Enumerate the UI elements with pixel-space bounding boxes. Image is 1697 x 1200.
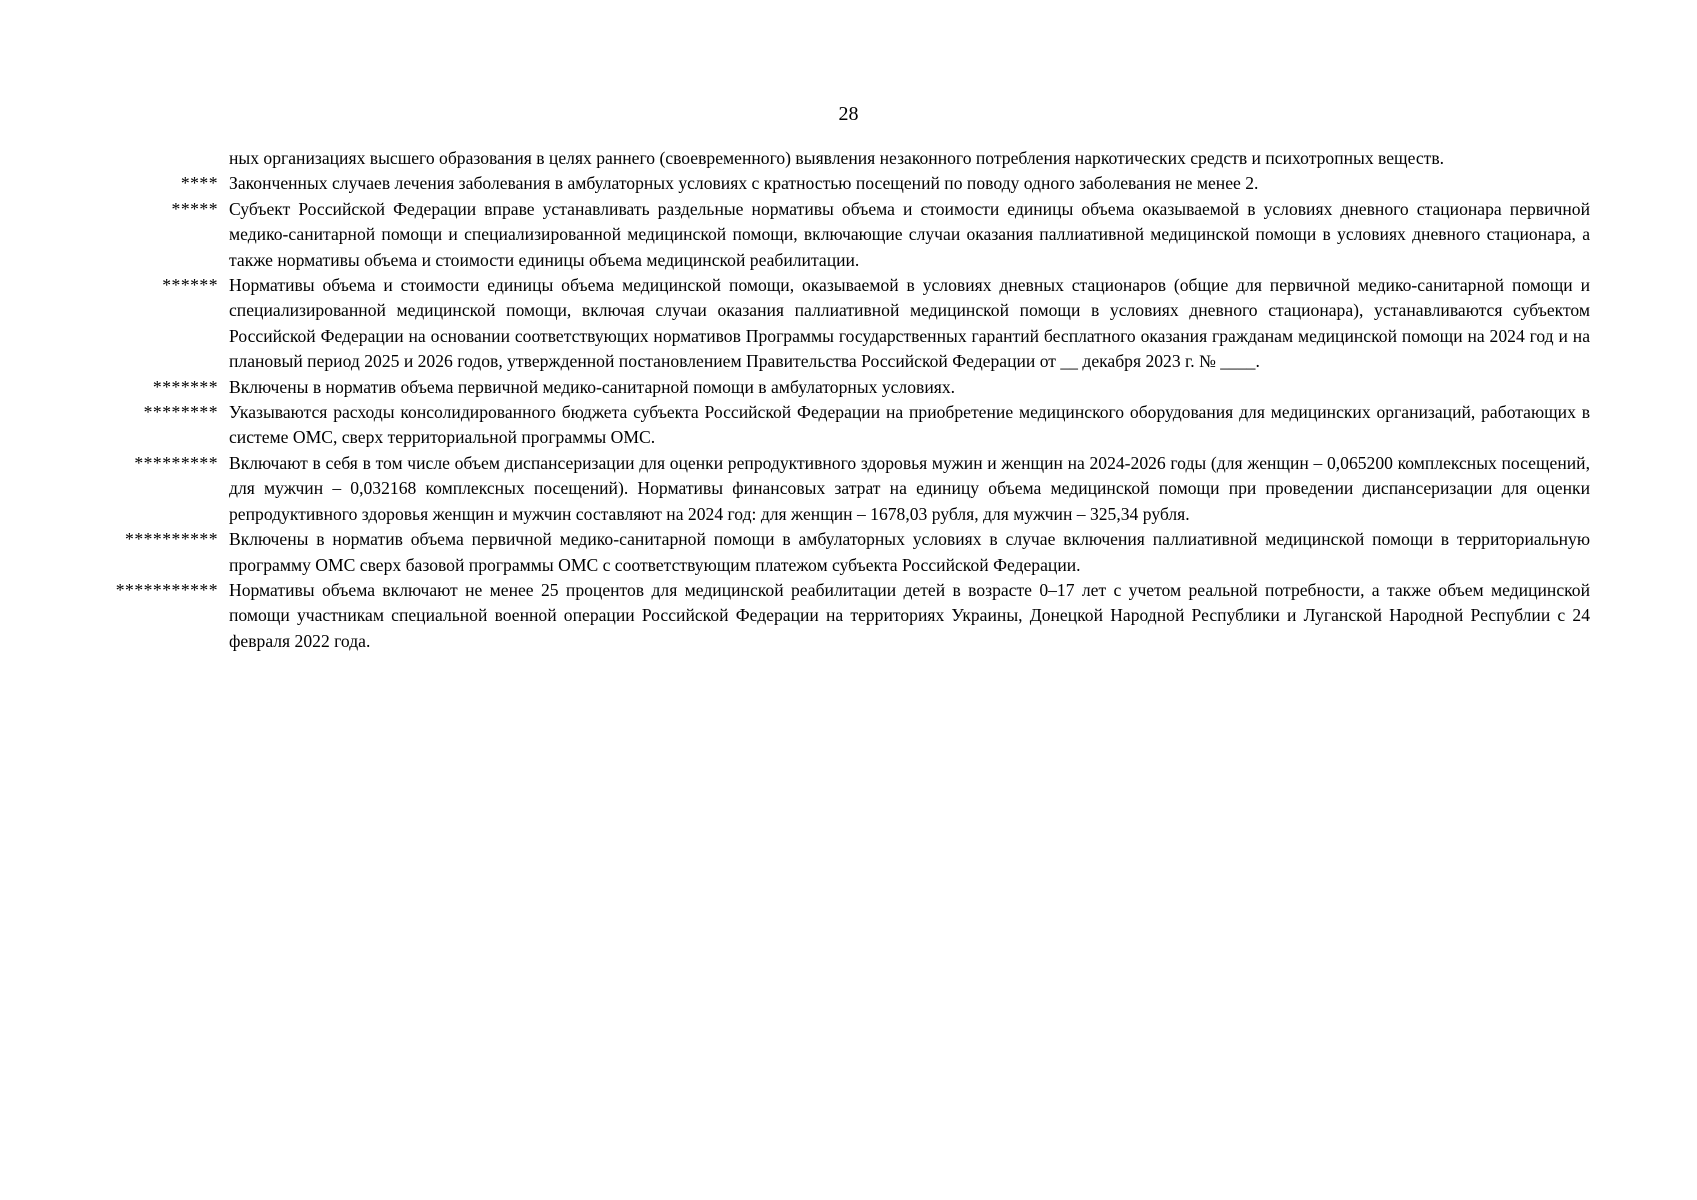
footnote-11 (90, 578, 1590, 654)
footnotes-list (90, 146, 1590, 654)
footnote-marker: ******* (152, 376, 218, 397)
footnote-4 (90, 171, 1590, 196)
footnote-continuation (90, 146, 1590, 171)
footnote-marker: ********* (134, 452, 218, 473)
footnote-text: Включены в норматив объема первичной медико-санитарной помощи в амбулаторных условиях в случае включения паллиативной медицинской помощи в территориальную программу ОМС сверх базовой программы ОМС с соответствующим платежом субъекта Российской Федерации. (229, 529, 1590, 575)
footnote-5 (90, 197, 1590, 273)
page-number: 28 (838, 103, 859, 125)
footnote-marker: ******** (143, 402, 218, 423)
footnote-8 (90, 400, 1590, 451)
footnote-marker: ****** (162, 275, 218, 296)
footnote-text: Субъект Российской Федерации вправе устанавливать раздельные нормативы объема и стоимости единицы объема оказываемой в условиях дневного стационара первичной медико-санитарной помощи и специализированной медицинской помощи, включающие случаи оказания паллиативной медицинской помощи в условиях дневного стационара, а также нормативы объема и стоимости единицы объема медицинской реабилитации. (229, 198, 1590, 270)
footnote-text: Нормативы объема включают не менее 25 процентов для медицинской реабилитации детей в возрасте 0–17 лет с учетом реальной потребности, а также объем медицинской помощи участникам специальной военной операции Российской Федерации на территориях Украины, Донецкой Народной Республики и Луганской Народной Республии с 24 февраля 2022 года. (229, 579, 1590, 651)
footnote-marker: *********** (115, 579, 218, 600)
footnote-marker: **** (180, 173, 218, 194)
footnote-10 (90, 527, 1590, 578)
footnote-7 (90, 375, 1590, 400)
footnote-text: Указываются расходы консолидированного бюджета субъекта Российской Федерации на приобретение медицинского оборудования для медицинских организаций, работающих в системе ОМС, сверх территориальной программы ОМС. (229, 402, 1590, 448)
footnote-text: Нормативы объема и стоимости единицы объема медицинской помощи, оказываемой в условиях дневных стационаров (общие для первичной медико-санитарной помощи и специализированной медицинской помощи, включая случаи оказания паллиативной медицинской помощи в условиях дневного стационара), устанавливаются субъектом Российской Федерации на основании соответствующих нормативов Программы государственных гарантий бесплатного оказания гражданам медицинской помощи на 2024 год и на плановый период 2025 и 2026 годов, утвержденной постановлением Правительства Российской Федерации от __ декабря 2023 г. № ____. (229, 275, 1590, 372)
footnote-text: ных организациях высшего образования в целях раннего (своевременного) выявления незаконного потребления наркотических средств и психотропных веществ. (229, 148, 1445, 168)
footnote-text: Законченных случаев лечения заболевания в амбулаторных условиях с кратностью посещений по поводу одного заболевания не менее 2. (229, 173, 1259, 194)
footnote-text: Включают в себя в том числе объем диспансеризации для оценки репродуктивного здоровья мужин и женщин на 2024-2026 годы (для женщин – 0,065200 комплексных посещений, для мужчин – 0,032168 комплексных посещений). Нормативы финансовых затрат на единицу объема медицинской помощи при проведении диспансеризации для оценки репродуктивного здоровья женщин и мужчин составляют на 2024 год: для женщин – 1678,03 рубля, для мужчин – 325,34 рубля. (229, 452, 1590, 524)
footnote-marker: ***** (171, 198, 218, 219)
footnote-text: Включены в норматив объема первичной медико-санитарной помощи в амбулаторных условиях. (229, 376, 956, 397)
footnote-marker: ********** (125, 529, 218, 550)
footnote-6 (90, 273, 1590, 375)
footnote-9 (90, 451, 1590, 527)
